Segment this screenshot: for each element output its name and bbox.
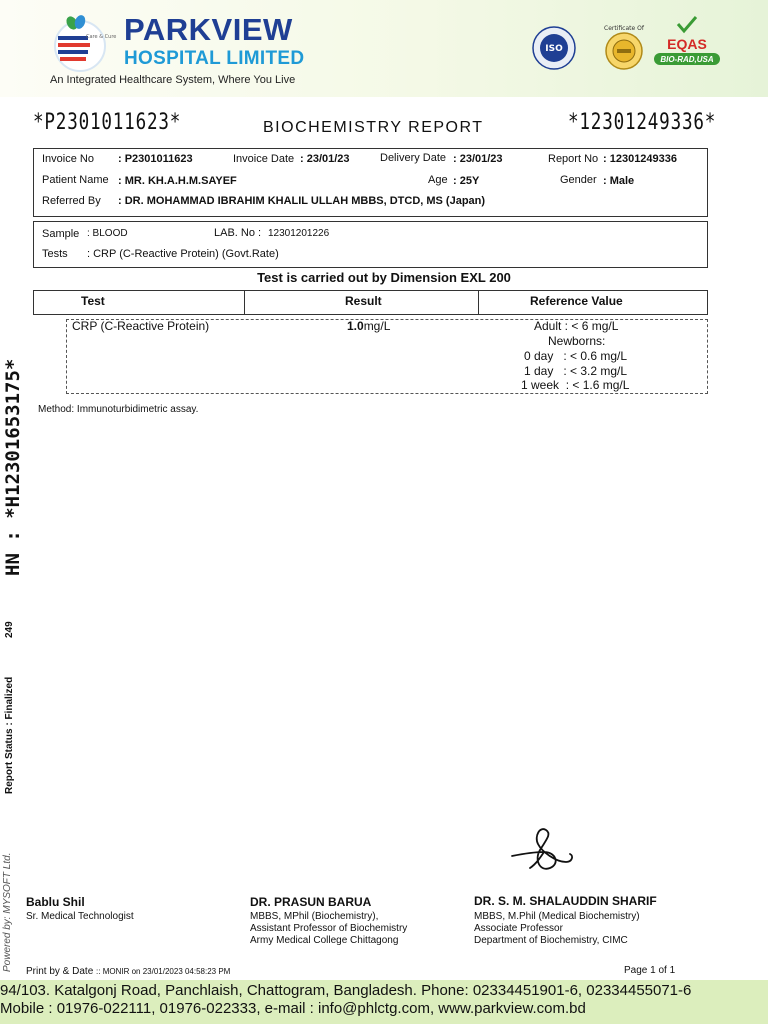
report-barcode: *12301249336*: [568, 110, 717, 135]
header-divider: [478, 291, 479, 314]
footer-address: 94/103. Katalgonj Road, Panchlaish, Chattogram, Bangladesh. Phone: 02334451901-6, 02334455071-6: [0, 982, 692, 999]
signature-icon: [500, 822, 590, 878]
analyzer-heading: Test is carried out by Dimension EXL 200: [257, 270, 511, 285]
report-title: BIOCHEMISTRY REPORT: [263, 119, 484, 136]
patient-barcode: *P2301011623*: [33, 110, 182, 135]
eqas-sub-text: BIO-RAD,USA: [660, 55, 714, 64]
referred-by-value: : DR. MOHAMMAD IBRAHIM KHALIL ULLAH MBBS, DTCD, MS (Japan): [118, 195, 486, 207]
gender-label: Gender: [560, 174, 597, 186]
hospital-logo-icon: [50, 14, 117, 74]
print-value: :: MONIR on 23/01/2023 04:58:23 PM: [96, 967, 231, 976]
hn-barcode: HN : *H12301653175*: [2, 358, 24, 576]
column-header-result: Result: [345, 294, 382, 308]
age-value: : 25Y: [453, 175, 480, 187]
invoice-no-label: Invoice No: [42, 153, 94, 165]
eqas-text: EQAS: [667, 36, 707, 52]
invoice-date-label: Invoice Date: [233, 153, 295, 165]
logo-text: Care & Cure: [86, 34, 117, 40]
referred-by-label: Referred By: [42, 195, 101, 207]
report-status: Report Status : Finalized: [4, 676, 15, 794]
sidebar-count: 249: [4, 621, 15, 638]
iso-text: ISO: [545, 44, 563, 54]
column-header-test: Test: [81, 294, 105, 308]
print-info: [26, 966, 230, 977]
signatory-detail: MBBS, MPhil (Biochemistry),: [250, 911, 379, 922]
test-name: CRP (C-Reactive Protein): [72, 319, 210, 333]
hospital-subtitle: HOSPITAL LIMITED: [124, 48, 305, 69]
signatory-detail: Sr. Medical Technologist: [26, 911, 134, 922]
gender-value: : Male: [603, 175, 635, 187]
signatory-name: DR. PRASUN BARUA: [250, 895, 372, 909]
sample-info-box: [33, 221, 708, 268]
invoice-date-value: : 23/01/23: [300, 153, 350, 165]
sample-label: Sample: [42, 228, 80, 240]
signatory-detail: Assistant Professor of Biochemistry: [250, 923, 408, 934]
patient-name-value: : MR. KH.A.H.M.SAYEF: [118, 175, 237, 187]
print-label: Print by & Date: [26, 966, 94, 977]
certificate-seal-icon: [600, 22, 648, 72]
delivery-date-label: Delivery Date: [380, 152, 447, 164]
result-number: 1.0: [347, 319, 364, 333]
hospital-name: PARKVIEW: [124, 12, 293, 47]
signatory-name: Bablu Shil: [26, 895, 85, 909]
column-header-reference: Reference Value: [530, 294, 623, 308]
results-table-header: [33, 290, 708, 315]
lab-no-value: 12301201226: [268, 228, 330, 239]
header-divider: [244, 291, 245, 314]
reference-line: 1 week : < 1.6 mg/L: [521, 378, 630, 392]
page-number: Page 1 of 1: [624, 965, 676, 976]
signatory-detail: Department of Biochemistry, CIMC: [474, 935, 628, 946]
reference-line: 1 day : < 3.2 mg/L: [524, 364, 628, 378]
tests-value: : CRP (C-Reactive Protein) (Govt.Rate): [87, 248, 279, 260]
powered-by: Powered by: MYSOFT Ltd.: [2, 852, 13, 972]
signatory-name: DR. S. M. SHALAUDDIN SHARIF: [474, 894, 657, 908]
sample-value: : BLOOD: [87, 228, 128, 239]
reference-line: Adult : < 6 mg/L: [534, 319, 619, 333]
signatory-detail: Army Medical College Chittagong: [250, 935, 399, 946]
invoice-no-value: : P2301011623: [118, 153, 193, 165]
report-no-label: Report No: [548, 153, 599, 165]
method-note: Method: Immunoturbidimetric assay.: [38, 404, 199, 415]
tests-label: Tests: [42, 248, 68, 260]
certificate-text: Certificate Of: [604, 25, 644, 32]
patient-name-label: Patient Name: [42, 174, 109, 186]
iso-certified-seal-icon: [532, 26, 576, 70]
delivery-date-value: : 23/01/23: [453, 153, 503, 165]
footer-contact: Mobile : 01976-022111, 01976-022333, e-mail : info@phlctg.com, www.parkview.com.bd: [0, 1000, 586, 1017]
signatory-detail: MBBS, M.Phil (Medical Biochemistry): [474, 911, 640, 922]
lab-no-label: LAB. No :: [214, 227, 262, 239]
reference-line: Newborns:: [548, 334, 606, 348]
report-no-value: : 12301249336: [603, 153, 678, 165]
age-label: Age: [428, 174, 448, 186]
hospital-tagline: An Integrated Healthcare System, Where You Live: [50, 74, 296, 86]
result-value: [347, 319, 390, 333]
result-unit: mg/L: [363, 319, 391, 333]
eqas-badge-icon: [650, 14, 724, 70]
signatory-detail: Associate Professor: [474, 923, 563, 934]
reference-line: 0 day : < 0.6 mg/L: [524, 349, 628, 363]
